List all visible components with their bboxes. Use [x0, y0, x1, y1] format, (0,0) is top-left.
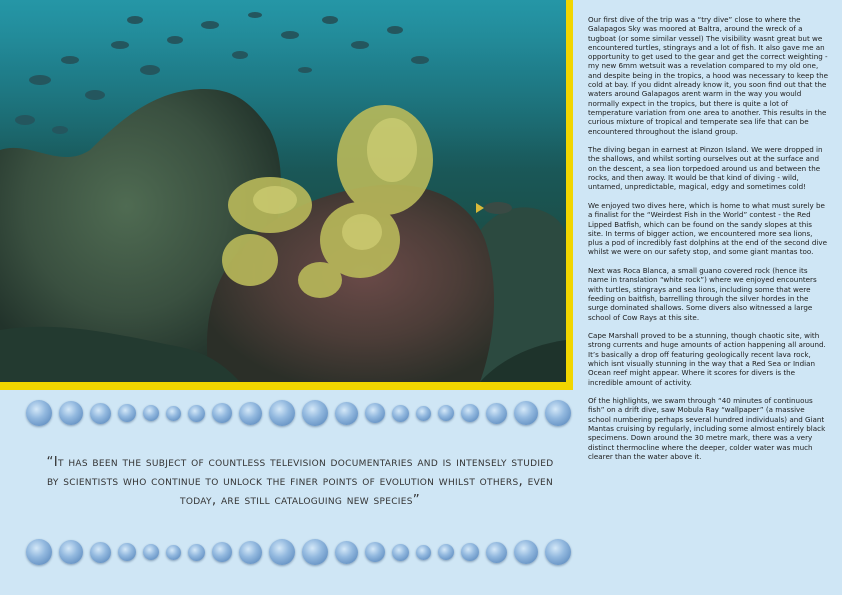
bubble: [486, 403, 507, 424]
bubble: [90, 542, 111, 563]
bubble: [269, 400, 295, 426]
bubble: [212, 542, 232, 562]
bubble: [545, 400, 571, 426]
bubble: [438, 405, 454, 421]
bubble: [239, 541, 262, 564]
bubble-divider-bottom: [26, 537, 571, 567]
bubble: [90, 403, 111, 424]
bubble: [118, 404, 136, 422]
bubble: [212, 403, 232, 423]
bubble: [118, 543, 136, 561]
bubble: [486, 542, 507, 563]
article-paragraph: Next was Roca Blanca, a small guano covered rock (hence its name in translation “white rock”) where we enjoyed encounters with turtles, stingrays and sea lions, including some that were feeding on baitfish, barrelling through the silver hordes in the surge dominated shallows. Some divers also witnessed a large school of Cow Rays at this site.: [588, 266, 817, 322]
bubble: [392, 405, 409, 422]
bubble: [143, 544, 159, 560]
bubble: [302, 539, 328, 565]
reef-photo: [0, 0, 566, 382]
bubble: [143, 405, 159, 421]
bubble: [335, 541, 358, 564]
article-paragraph: The diving began in earnest at Pinzon Island. We were dropped in the shallows, and whilst sorting ourselves out at the surface and on the descent, a sea lion torpedoed around us and between the rocks, and then away. It would be that kind of diving - wild, untamed, unpredictable, magical, edgy and sometimes cold!: [588, 145, 823, 192]
bubble: [392, 544, 409, 561]
bubble: [545, 539, 571, 565]
bubble: [438, 544, 454, 560]
bubble: [365, 542, 385, 562]
bubble: [514, 540, 538, 564]
bubble: [166, 406, 181, 421]
bubble: [269, 539, 295, 565]
bubble: [461, 404, 479, 422]
bubble-divider-top: [26, 398, 571, 428]
bubble: [365, 403, 385, 423]
bubble: [59, 540, 83, 564]
reef-illustration: [0, 0, 566, 382]
article-paragraph: Of the highlights, we swam through “40 minutes of continuous fish” on a drift dive, saw Mobula Ray “wallpaper” (a massive school numbering perhaps several hundred individuals) and Giant Mantas cruising by regularly, including some almost entirely black specimens. Down around the 30 metre mark, there was a very distinct thermocline where the deeper, colder water was much clearer than the water above it.: [588, 396, 826, 461]
bubble: [239, 402, 262, 425]
bubble: [59, 401, 83, 425]
bubble: [26, 400, 52, 426]
article-paragraph: We enjoyed two dives here, which is home to what must surely be a finalist for the “Weirdest Fish in the World” contest - the Red Lipped Batfish, which can be found on the sandy slopes at this site. In terms of bigger action, we encountered more sea lions, plus a pod of incredibly fast dolphins at the end of the second dive whilst we were on our safety stop, and some giant mantas too.: [588, 200, 827, 257]
article-paragraph: Our first dive of the trip was a “try dive” close to where the Galapagos Sky was moored at Baltra, around the wreck of a tugboat (or some similar vessel) The visibility wasnt great but we encountered turtles, stingrays and a lot of fish. It also gave me an opportunity to get used to the gear and get the correct weighting - my new 6mm wetsuit was a revelation compared to my old one, and despite being in the tropics, a hood was necessary to keep the cold at bay. If you didnt already know it, you soon find out that the waters around Galapagos arent warm in the way you would normally expect in the tropics, but there is quite a lot of temperature variation from one area to another. This results in the curious mixture of tropical and temperate sea life that can be encountered throughout the island group.: [588, 15, 829, 136]
bubble: [188, 544, 205, 561]
photo-frame: [0, 0, 573, 390]
bubble: [416, 545, 431, 560]
article-paragraph: Cape Marshall proved to be a stunning, though chaotic site, with strong currents and huge amounts of action happening all around. It’s basically a drop off featuring geologically recent lava rock, which isnt visually stunning in the way that a Red Sea or Indian Ocean reef might appear. Where it scores for divers is the incredible amount of activity.: [588, 331, 826, 387]
bubble: [166, 545, 181, 560]
bubble: [514, 401, 538, 425]
bubble: [335, 402, 358, 425]
bubble: [461, 543, 479, 561]
pull-quote: “It has been the subject of countless television documentaries and is intensely studied by scientists who continue to unlock the finer points of evolution whilst others, even today, are still cataloguing new species”: [46, 455, 554, 508]
article-column: [588, 15, 828, 471]
bubble: [26, 539, 52, 565]
bubble: [188, 405, 205, 422]
bubble: [302, 400, 328, 426]
bubble: [416, 406, 431, 421]
